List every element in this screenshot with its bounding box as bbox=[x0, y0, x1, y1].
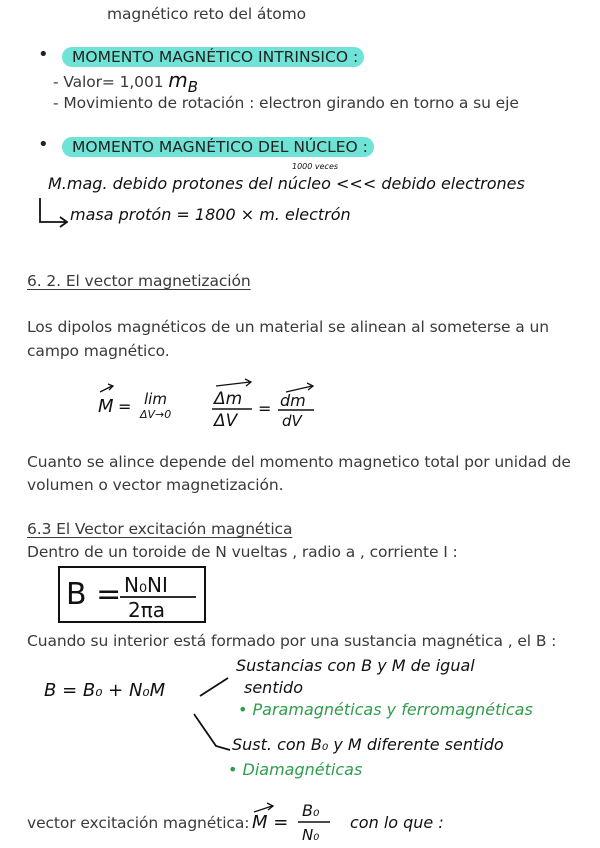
formula-num: Δm bbox=[214, 389, 243, 409]
section-62-title: 6. 2. El vector magnetización bbox=[27, 272, 251, 290]
intrinsic-movement: - Movimiento de rotación : electron girando en torno a su eje bbox=[53, 94, 519, 112]
sum-formula bbox=[38, 660, 198, 710]
section-62-para1-line2: campo magnético. bbox=[27, 342, 170, 360]
box-num: N₀NI bbox=[124, 573, 168, 597]
section-63-substance: Cuando su interior está formado por una sustancia magnética , el B : bbox=[27, 632, 557, 650]
svg-text:=: = bbox=[118, 397, 132, 416]
sum-formula-text: B = B₀ + N₀M bbox=[44, 680, 166, 701]
top-line: magnético reto del átomo bbox=[107, 5, 307, 23]
last-den: N₀ bbox=[302, 826, 320, 844]
last-lhs: M = bbox=[252, 812, 289, 833]
section-63-title: 6.3 El Vector excitación magnética bbox=[27, 520, 293, 538]
formula-eq: = bbox=[258, 399, 272, 418]
value-unit: m bbox=[168, 68, 188, 92]
value-label: - Valor= 1,001 bbox=[53, 73, 164, 91]
branch1-line2: sentido bbox=[244, 678, 303, 697]
branch1-item: • Paramagnéticas y ferromagnéticas bbox=[238, 700, 533, 719]
nucleus-note-line1: M.mag. debido protones del núcleo <<< debido electrones bbox=[48, 174, 525, 193]
nucleus-note-small: 1000 veces bbox=[292, 162, 339, 171]
formula-den2: dV bbox=[282, 412, 302, 430]
section-62-para2-line2: volumen o vector magnetización. bbox=[27, 476, 284, 494]
branch1-line1: Sustancias con B y M de igual bbox=[236, 656, 475, 675]
last-formula bbox=[248, 794, 488, 848]
branch2-line1: Sust. con B₀ y M diferente sentido bbox=[232, 735, 504, 754]
boxed-formula bbox=[58, 566, 206, 623]
formula-num2: dm bbox=[280, 391, 306, 410]
section-63-intro: Dentro de un toroide de N vueltas , radio a , corriente I : bbox=[27, 543, 458, 561]
branch2-item: • Diamagnéticas bbox=[228, 760, 363, 779]
formula-den: ΔV bbox=[214, 411, 238, 431]
formula-lim-sub: ΔV→0 bbox=[140, 408, 172, 421]
box-lhs: B = bbox=[66, 577, 122, 612]
section-62-para1-line1: Los dipolos magnéticos de un material se alinean al someterse a un bbox=[27, 318, 549, 336]
magnetization-formula bbox=[90, 372, 330, 432]
nucleus-heading: MOMENTO MAGNÉTICO DEL NÚCLEO : bbox=[62, 137, 374, 157]
nucleus-note-line2: masa protón = 1800 × m. electrón bbox=[70, 205, 351, 224]
box-den: 2πa bbox=[128, 598, 166, 621]
last-label: vector excitación magnética: bbox=[27, 814, 250, 832]
last-num: B₀ bbox=[302, 801, 320, 820]
intrinsic-heading: MOMENTO MAGNÉTICO INTRINSICO : bbox=[62, 47, 364, 67]
last-tail: con lo que : bbox=[350, 813, 444, 832]
bullet-icon: • bbox=[38, 134, 49, 155]
section-62-para2-line1: Cuanto se alince depende del momento magnetico total por unidad de bbox=[27, 453, 571, 471]
formula-lim: lim bbox=[144, 390, 167, 408]
bullet-icon: • bbox=[38, 44, 49, 65]
value-sub: B bbox=[187, 78, 198, 96]
formula-lhs: M bbox=[98, 396, 114, 417]
